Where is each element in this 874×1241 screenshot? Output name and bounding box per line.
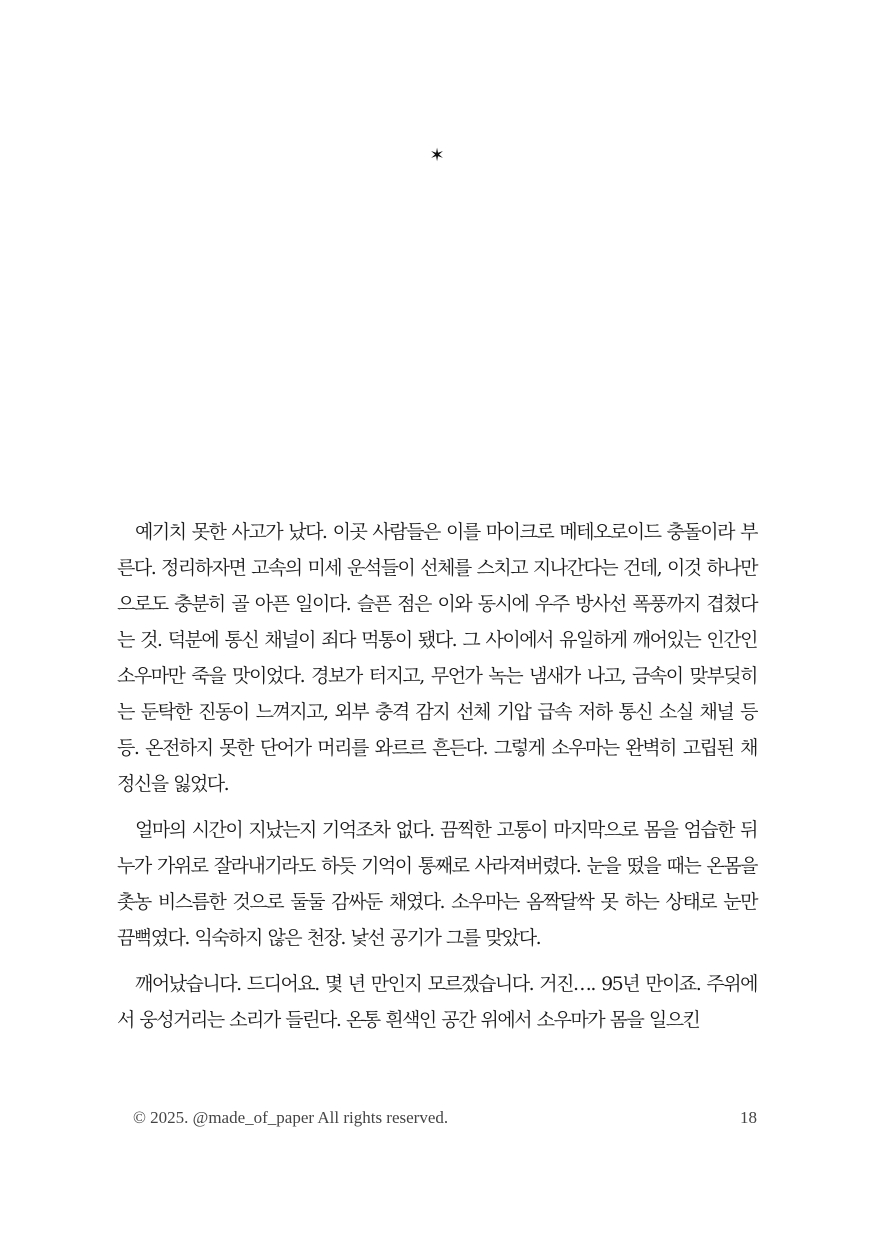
- page-number: 18: [740, 1108, 757, 1127]
- paragraph-2: 얼마의 시간이 지났는지 기억조차 없다. 끔찍한 고통이 마지막으로 몸을 엄습한 뒤 누가 가위로 잘라내기라도 하듯 기억이 통째로 사라져버렸다. 눈을 떴을 때는 온몸을 촛농 비스름한 것으로 둘둘 감싸둔 채였다. 소우마는 옴짝달싹 못 하는 상태로 눈만 끔뻑였다. 익숙하지 않은 천장. 낯선 공기가 그를 맞았다.: [117, 819, 757, 949]
- body-text: [117, 514, 757, 1048]
- section-break-ornament: ✶: [429, 145, 445, 166]
- page-footer: [133, 1106, 757, 1130]
- copyright-notice: © 2025. @made_of_paper All rights reserved.: [133, 1108, 449, 1127]
- paragraph-1: 예기치 못한 사고가 났다. 이곳 사람들은 이를 마이크로 메테오로이드 충돌이라 부른다. 정리하자면 고속의 미세 운석들이 선체를 스치고 지나간다는 건데, 이것 하나만으로도 충분히 골 아픈 일이다. 슬픈 점은 이와 동시에 우주 방사선 폭풍까지 겹쳤다는 것. 덕분에 통신 채널이 죄다 먹통이 됐다. 그 사이에서 유일하게 깨어있는 인간인 소우마만 죽을 맛이었다. 경보가 터지고, 무언가 녹는 냄새가 나고, 금속이 맞부딪히는 둔탁한 진동이 느껴지고, 외부 충격 감지 선체 기압 급속 저하 통신 소실 채널 등등. 온전하지 못한 단어가 머리를 와르르 흔든다. 그렇게 소우마는 완벽히 고립된 채 정신을 잃었다.: [117, 521, 757, 795]
- paragraph-3: 깨어났습니다. 드디어요. 몇 년 만인지 모르겠습니다. 거진…. 95년 만이죠. 주위에서 웅성거리는 소리가 들린다. 온통 흰색인 공간 위에서 소우마가 몸을 일으킨: [117, 973, 757, 1031]
